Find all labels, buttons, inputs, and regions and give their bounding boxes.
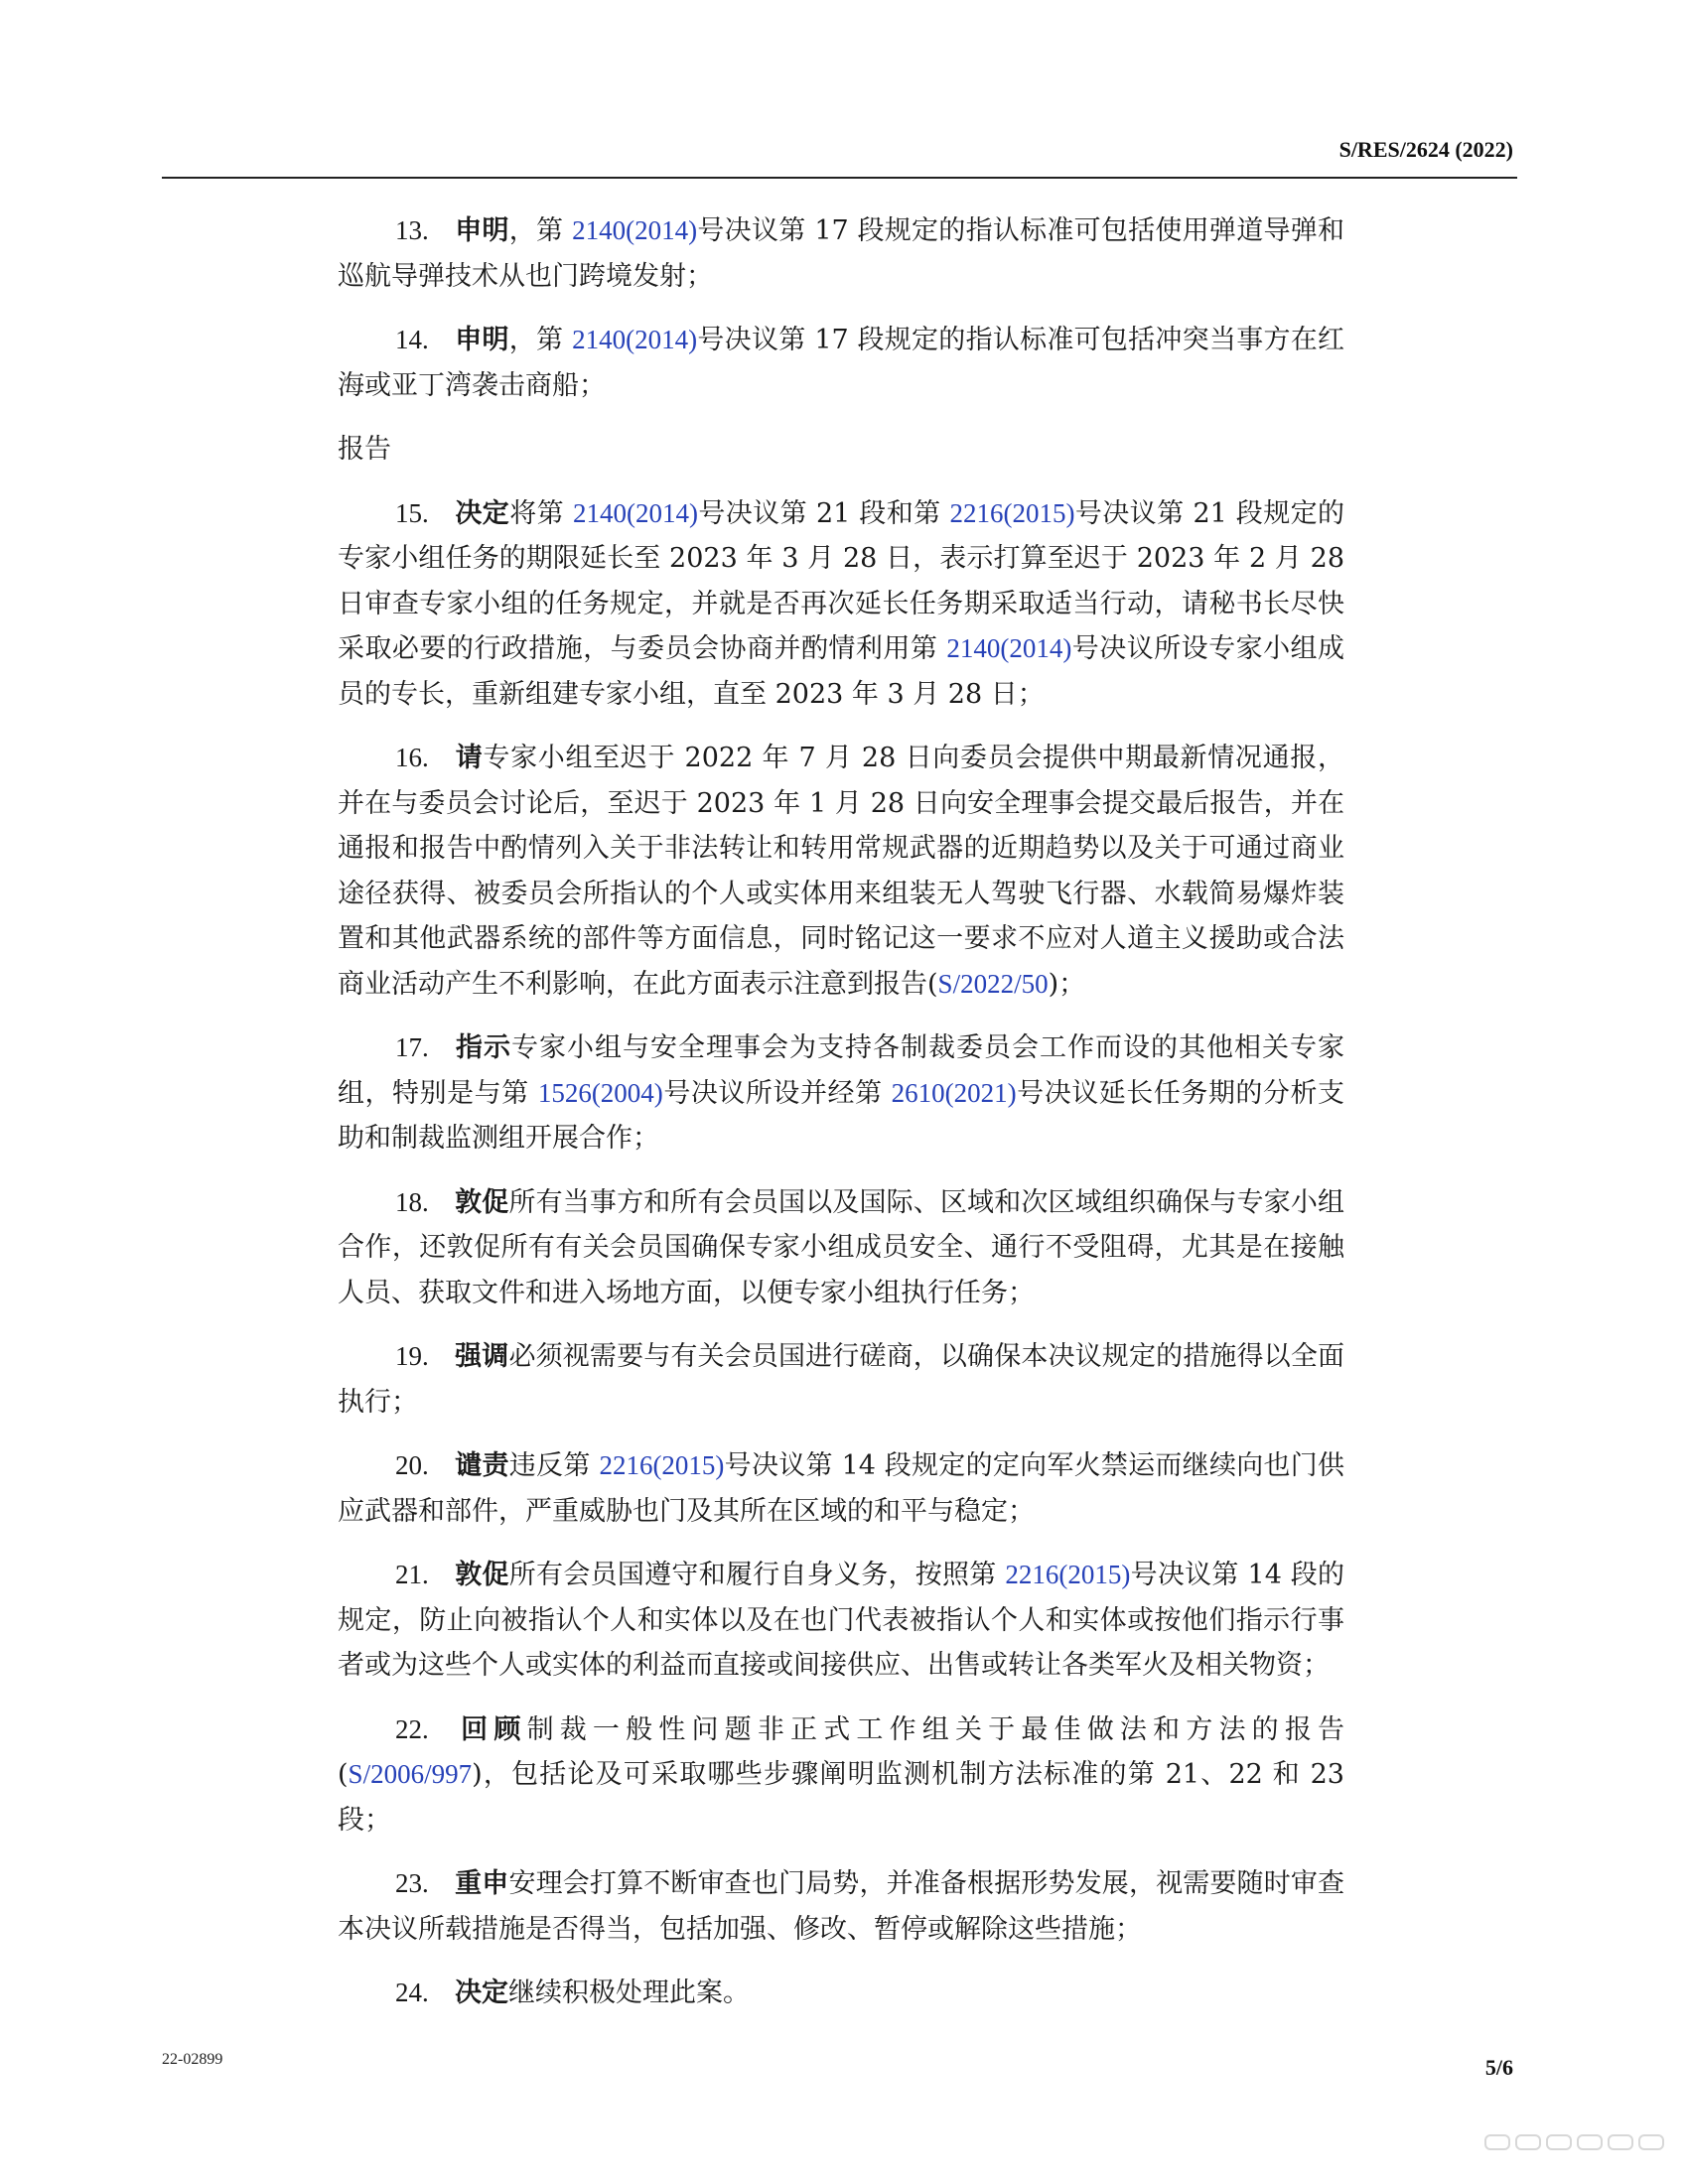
operative-paragraph: [338, 1861, 1344, 1952]
operative-verb: 回顾: [455, 1713, 527, 1745]
operative-verb: 敦促: [455, 1186, 509, 1218]
paragraph-text: 所有当事方和所有会员国以及国际、区域和次区域组织确保与专家小组合作，还敦促所有有关会员国确保专家小组成员安全、通行不受阻碍，尤其是在接触人员、获取文件和进入场地方面，以便专家小组执行任务；: [338, 1186, 1345, 1308]
document-link[interactable]: 2140(2014): [946, 633, 1072, 663]
document-link[interactable]: 2216(2015): [599, 1450, 725, 1480]
operative-paragraph: [338, 1180, 1344, 1316]
operative-paragraph: [338, 1707, 1344, 1843]
operative-paragraph: [338, 1553, 1344, 1689]
document-link[interactable]: S/2006/997: [348, 1759, 473, 1789]
paragraph-number: 14.: [395, 325, 429, 354]
paragraph-text: 安理会打算不断审查也门局势，并准备根据形势发展，视需要随时审查本决议所载措施是否得当，包括加强、修改、暂停或解除这些措施；: [338, 1868, 1345, 1945]
paragraph-number: 15.: [395, 497, 429, 528]
paragraph-number: 22.: [395, 1713, 429, 1744]
paragraph-text: 号决议第 14 段的规定，防止向被指认个人和实体以及在也门代表被指认个人和实体或按他们指示行事者或为这些个人或实体的利益而直接或间接供应、出售或转让各类军火及相关物资；: [338, 1560, 1345, 1681]
document-link[interactable]: 2610(2021): [891, 1077, 1017, 1108]
paragraph-text: ，第: [508, 325, 573, 355]
paragraph-number: 23.: [395, 1868, 429, 1898]
paragraph-text: 违反第: [508, 1450, 600, 1481]
paragraph-number: 21.: [395, 1560, 429, 1589]
watermark-logo: [1484, 2134, 1664, 2150]
paragraph-number: 24.: [395, 1978, 429, 2007]
operative-verb: 决定: [455, 497, 510, 529]
operative-paragraph: [338, 1443, 1344, 1534]
document-symbol: S/RES/2624 (2022): [1338, 137, 1513, 162]
paragraph-number: 18.: [395, 1186, 429, 1217]
document-number: 22-02899: [162, 2051, 223, 2068]
document-link[interactable]: 1526(2004): [537, 1077, 663, 1108]
paragraph-text: 号决议所设并经第: [662, 1077, 892, 1109]
paragraph-text: 号决议第 14 段规定的定向军火禁运而继续向也门供应武器和部件，严重威胁也门及其所在区域的和平与稳定；: [338, 1450, 1344, 1527]
operative-verb: 重申: [455, 1868, 509, 1899]
operative-paragraph: [338, 1025, 1344, 1161]
document-link[interactable]: 2140(2014): [572, 325, 698, 354]
operative-verb: 敦促: [455, 1560, 509, 1590]
document-link[interactable]: 2140(2014): [572, 215, 698, 245]
paragraph-text: 号决议第 17 段规定的指认标准可包括使用弹道导弹和巡航导弹技术从也门跨境发射；: [338, 215, 1344, 292]
paragraph-text: 继续积极处理此案。: [508, 1978, 750, 2008]
operative-paragraph: [338, 208, 1344, 299]
operative-verb: 申明: [455, 325, 509, 355]
operative-verb: 申明: [455, 215, 509, 246]
paragraph-text: 所有会员国遵守和履行自身义务，按照第: [508, 1560, 1006, 1590]
paragraph-text: 专家小组与安全理事会为支持各制裁委员会工作而设的其他相关专家组，特别是与第: [338, 1032, 1344, 1109]
paragraph-text: 号决议所设专家小组成员的专长，重新组建专家小组，直至 2023 年 3 月 28 日；: [338, 633, 1345, 710]
paragraph-number: 20.: [395, 1450, 429, 1480]
paragraph-text: 号决议延长任务期的分析支助和制裁监测组开展合作；: [338, 1077, 1344, 1154]
paragraph-number: 16.: [395, 743, 429, 772]
document-link[interactable]: 2140(2014): [573, 497, 698, 528]
operative-verb: 强调: [455, 1341, 509, 1372]
operative-paragraph: [338, 736, 1344, 1007]
paragraph-text: )；: [1048, 968, 1086, 1000]
paragraph-text: 号决议第 21 段和第: [697, 497, 950, 529]
operative-verb: 指示: [455, 1032, 511, 1063]
paragraph-text: )，包括论及可采取哪些步骤阐明监测机制方法标准的第 21、22 和 23 段；: [338, 1759, 1344, 1836]
section-heading: 报告: [338, 434, 391, 465]
paragraph-text: ，第: [508, 215, 573, 246]
paragraph-number: 13.: [395, 215, 429, 245]
operative-paragraph: [338, 491, 1344, 718]
operative-verb: 请: [455, 743, 484, 773]
resolution-body: [338, 208, 1344, 2035]
header-rule: [162, 177, 1517, 179]
paragraph-text: 必须视需要与有关会员国进行磋商，以确保本决议规定的措施得以全面执行；: [338, 1341, 1345, 1418]
operative-verb: 谴责: [455, 1450, 509, 1481]
paragraph-number: 19.: [395, 1341, 429, 1371]
operative-paragraph: [338, 1971, 1344, 2016]
document-link[interactable]: S/2022/50: [937, 968, 1049, 999]
paragraph-text: 将第: [509, 497, 573, 529]
paragraph-text: 制裁一般性问题非正式工作组关于最佳做法和方法的报告(: [338, 1713, 1345, 1790]
operative-paragraph: [338, 1334, 1344, 1425]
paragraph-text: 号决议第 21 段规定的专家小组任务的期限延长至 2023 年 3 月 28 日，表示打算至迟于 2023 年 2 月 28 日审查专家小组的任务规定，并就是否再次延长任务期采取适当行动，请秘书长尽快采取必要的行政措施，与委员会协商并酌情利用第: [338, 497, 1345, 664]
operative-verb: 决定: [455, 1978, 508, 2008]
document-link[interactable]: 2216(2015): [1005, 1560, 1131, 1589]
document-link[interactable]: 2216(2015): [949, 497, 1075, 528]
paragraph-number: 17.: [395, 1032, 429, 1062]
paragraph-text: 号决议第 17 段规定的指认标准可包括冲突当事方在红海或亚丁湾袭击商船；: [338, 325, 1344, 401]
operative-paragraph: [338, 318, 1344, 408]
page-number: 5/6: [1484, 2055, 1513, 2080]
paragraph-text: 专家小组至迟于 2022 年 7 月 28 日向委员会提供中期最新情况通报，并在与委员会讨论后，至迟于 2023 年 1 月 28 日向安全理事会提交最后报告，并在通报和报告中酌情列入关于非法转让和转用常规武器的近期趋势以及关于可通过商业途径获得、被委员会所指认的个人或实体用来组装无人驾驶飞行器、水载简易爆炸装置和其他武器系统的部件等方面信息，同时铭记这一要求不应对人道主义援助或合法商业活动产生不利影响，在此方面表示注意到报告(: [338, 743, 1344, 1000]
